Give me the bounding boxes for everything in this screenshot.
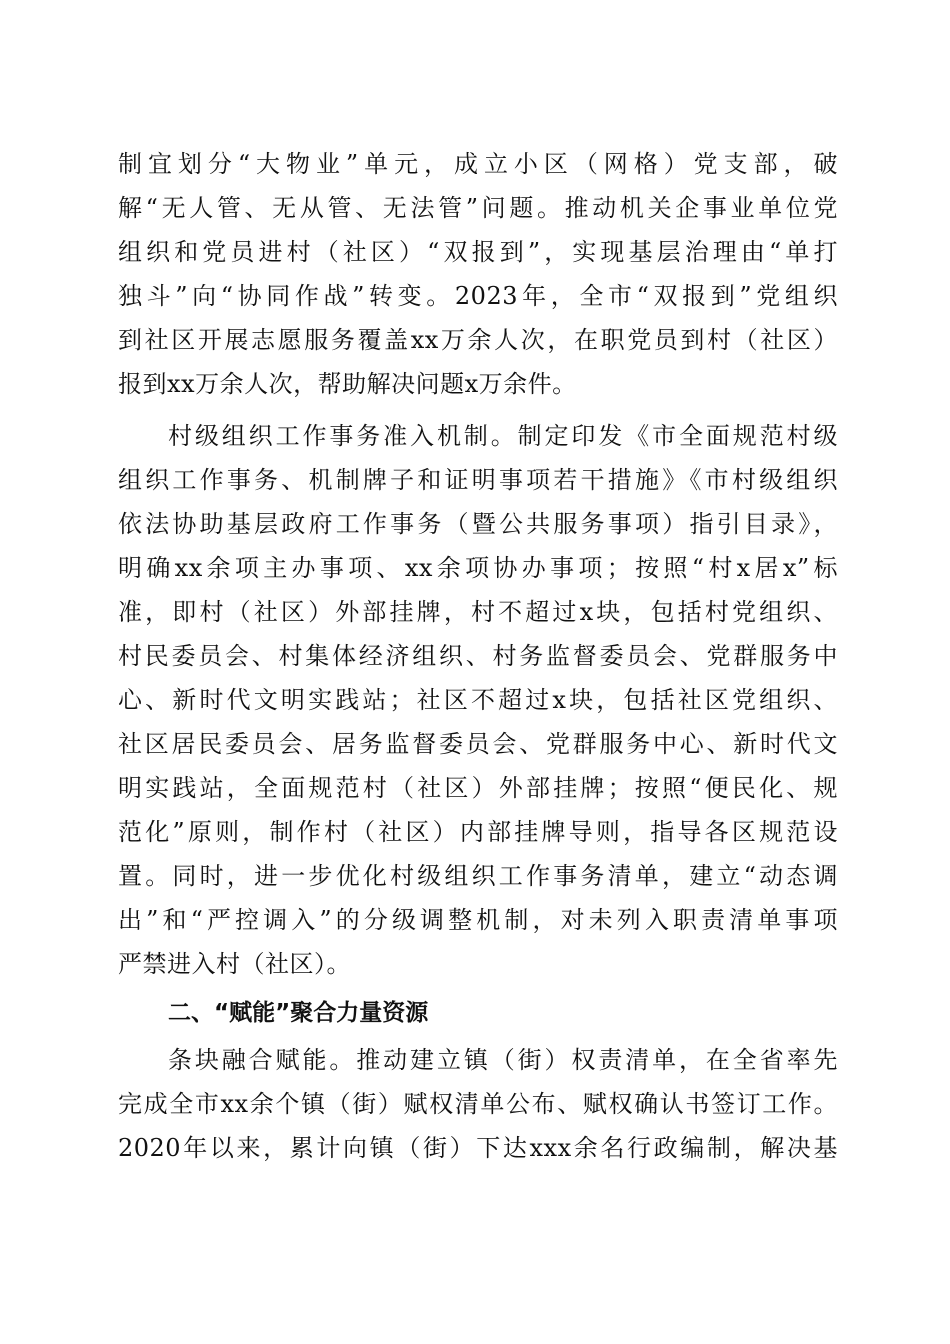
paragraph-2-line-11: 置。同时，进一步优化村级组织工作事务清单，建立“动态调 [118,862,838,890]
paragraph-2-line-5: 准，即村（社区）外部挂牌，村不超过x块，包括村党组织、 [118,598,838,626]
paragraph-2-line-7: 心、新时代文明实践站；社区不超过x块，包括社区党组织、 [118,686,838,714]
paragraph-2-line-4: 明确xx余项主办事项、xx余项协办事项；按照“村x居x”标 [118,554,838,582]
paragraph-3-line-2: 完成全市xx余个镇（街）赋权清单公布、赋权确认书签订工作。 [118,1090,838,1118]
paragraph-1-line-1: 制宜划分“大物业”单元，成立小区（网格）党支部，破 [118,150,838,178]
paragraph-2-line-2: 组织工作事务、机制牌子和证明事项若干措施》《市村级组织 [118,466,838,494]
paragraph-2-line-9: 明实践站，全面规范村（社区）外部挂牌；按照“便民化、规 [118,774,838,802]
paragraph-1-line-5: 到社区开展志愿服务覆盖xx万余人次，在职党员到村（社区） [118,326,838,354]
paragraph-2-line-13: 严禁进入村（社区）。 [118,950,351,978]
section-heading: 二、“赋能”聚合力量资源 [168,1000,429,1026]
paragraph-3-line-3: 2020年以来，累计向镇（街）下达xxx余名行政编制，解决基 [118,1134,838,1162]
paragraph-2-line-1: 村级组织工作事务准入机制。制定印发《市全面规范村级 [168,422,838,450]
paragraph-2-line-8: 社区居民委员会、居务监督委员会、党群服务中心、新时代文 [118,730,838,758]
paragraph-1-line-2: 解“无人管、无从管、无法管”问题。推动机关企事业单位党 [118,194,838,222]
paragraph-1-line-3: 组织和党员进村（社区）“双报到”，实现基层治理由“单打 [118,238,838,266]
paragraph-1-line-6: 报到xx万余人次，帮助解决问题x万余件。 [118,370,577,398]
paragraph-2-line-6: 村民委员会、村集体经济组织、村务监督委员会、党群服务中 [118,642,838,670]
paragraph-2-line-10: 范化”原则，制作村（社区）内部挂牌导则，指导各区规范设 [118,818,838,846]
paragraph-2-line-3: 依法协助基层政府工作事务（暨公共服务事项）指引目录》， [118,510,838,538]
paragraph-2-line-12: 出”和“严控调入”的分级调整机制，对未列入职责清单事项 [118,906,838,934]
paragraph-1-line-4: 独斗”向“协同作战”转变。2023年，全市“双报到”党组织 [118,282,838,310]
paragraph-3-line-1: 条块融合赋能。推动建立镇（街）权责清单，在全省率先 [168,1046,838,1074]
